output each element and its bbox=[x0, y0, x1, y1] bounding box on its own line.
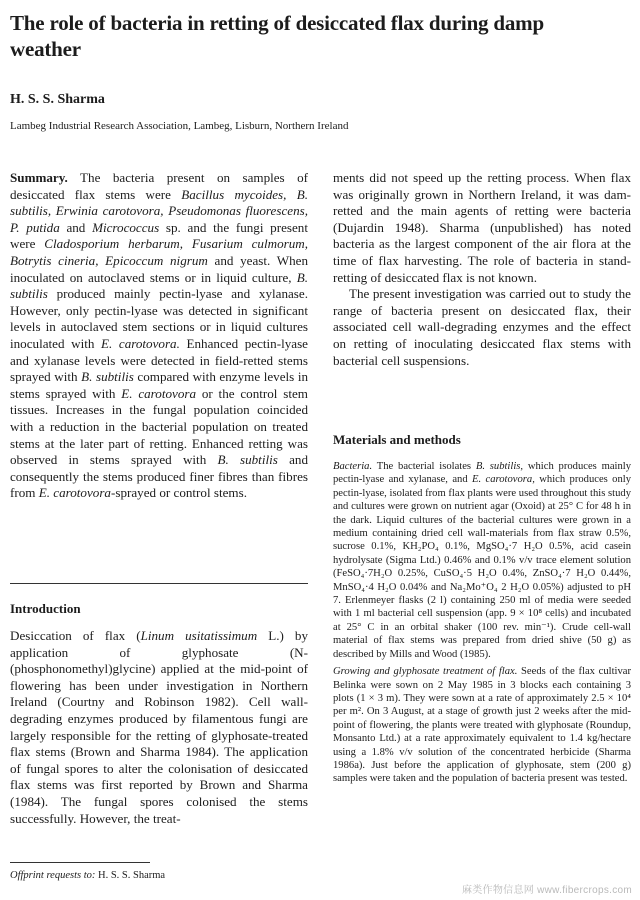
introduction-right-column bbox=[333, 170, 631, 369]
italic-run: E. carotovora bbox=[38, 485, 111, 501]
methods-growing-paragraph bbox=[333, 665, 631, 786]
methods-bacteria-paragraph bbox=[333, 460, 631, 661]
growing-lead: Growing and glyphosate treatment of flax. bbox=[333, 666, 518, 678]
italic-run: E. carotovora. bbox=[101, 335, 180, 351]
methods-heading: Materials and methods bbox=[333, 432, 461, 447]
summary-block bbox=[10, 170, 308, 502]
italic-run: B. subtilis bbox=[217, 452, 278, 468]
italic-run: Linum usitatissimum bbox=[140, 628, 258, 643]
italic-run: B. subtilis, bbox=[475, 461, 524, 472]
author-name: H. S. S. Sharma bbox=[10, 92, 105, 107]
introduction-left-column bbox=[10, 628, 308, 827]
bacteria-text: The bacterial isolates B. subtilis, which produces mainly pectin-lyase and xylanase, and E. carotovora, which produces only pectin-lyase, isolated from flax plants were used throughout this study and cultures were grown on nutrient agar (Oxoid) at 25° C for 48 h in the dark. Liquid cultures of the bacterial cultures were grown in a medium containing dried cell wall-materials from flax straw 0.5%, sucrose 0.1%, KH₂PO₄ 0.1%, MgSO₄·7 H₂O 0.5%, acid casein hydrolysate (Sigma Ltd.) 0.46% and 0.1% v/v trace element solution (FeSO₄·7H₂O 0.25%, CuSO₄·5 H₂O 0.4%, ZnSO₄·7 H₂O 0.44%, MnSO₄·4 H₂O 0.04% and Na₂Mo⁺O₄ 2 H₂O 0.05%) adjusted to pH 7. Erlenmeyer flasks (2 l) containing 250 ml of media were seeded with 1 ml bacterial cell suspension (app. 9 × 10⁸ cells) and incubated at 25° C in an orbital shaker (100 rev. min⁻¹). Crude cell-wall material of flax stems was prepared from dried shive (50 g) as described by Mills and Wood (1985). bbox=[333, 461, 631, 660]
methods-column bbox=[333, 460, 631, 786]
introduction-paragraph-2: The present investigation was carried out to study the range of bacteria present on desiccated flax, their associated cell wall-degrading enzymes and the effect on retting of inoculating desiccated flax stems with bacterial cell suspensions. bbox=[333, 286, 631, 368]
summary-label: Summary. bbox=[10, 170, 68, 185]
italic-run: E. carotovora bbox=[121, 385, 197, 401]
summary-paragraph bbox=[10, 170, 308, 502]
italic-run: Bacillus mycoides, B. subtilis, Erwinia carotovora, Pseudomonas fluorescens, P. putida bbox=[10, 186, 308, 235]
summary-text: The bacteria present on samples of desiccated flax stems were Bacillus mycoides, B. subtilis, Erwinia carotovora, Pseudomonas fluorescens, P. putida and Micrococcus sp. and the fungi present were Cladosporium herbarum, Fusarium culmorum, Botrytis cineria, Epicoccum nigrum and yeast. When inoculated on autoclaved stems or in liquid culture, B. subtilis produced mainly pectin-lyase and xylanase. However, only pectin-lyase was detected in significant levels in autoclaved stem sections or in liquid cultures inoculated with E. carotovora. Enhanced pectin-lyase and xylanase levels were detected in field-retted stems sprayed with B. subtilis compared with enzyme levels in stems sprayed with E. carotovora or the control stem tissues. Increases in the fungal population coincided with a reduction in the bacterial population on treated stems at the later part of retting. Enhanced retting was observed in stems sprayed with B. subtilis and consequently the stems produced finer fibres than fibres from E. carotovora-sprayed or control stems. bbox=[10, 170, 308, 501]
footnote-text: H. S. S. Sharma bbox=[95, 870, 166, 881]
footnote bbox=[10, 870, 165, 881]
bacteria-lead: Bacteria. bbox=[333, 461, 373, 472]
introduction-paragraph-part2: ments did not speed up the retting process. When flax was originally grown in Northern Ireland, it was dam-retted and the main agents of retting were bacteria (Dujardin 1948). Sharma (unpublished) has noted bacteria as the largest component of the air flora at the time of flax harvesting. The role of bacteria in stand-retting of desiccated flax is not known. bbox=[333, 170, 631, 285]
author-affiliation: Lambeg Industrial Research Association, Lambeg, Lisburn, Northern Ireland bbox=[10, 120, 349, 132]
italic-run: Cladosporium herbarum, Fusarium culmorum, Botrytis cineria, Epicoccum nigrum bbox=[10, 236, 308, 268]
italic-run: Micrococcus bbox=[92, 219, 160, 235]
watermark: 麻类作物信息网 www.fibercrops.com bbox=[461, 885, 632, 896]
introduction-heading: Introduction bbox=[10, 601, 81, 616]
italic-run: B. subtilis bbox=[81, 369, 134, 385]
introduction-paragraph-part1: Desiccation of flax (Linum usitatissimum L.) by application of glyphosate (N-(phosphonomethyl)glycine) applied at the mid-point of flowering has been under investigation in Northern Ireland (Courtny and Robinson 1982). Cell wall-degrading enzymes produced by filamentous fungi are largely responsible for the retting of glyphosate-treated flax stems (Brown and Sharma 1984). The application of fungal spores to alter the colonisation of desiccated flax stems was first reported by Brown and Sharma (1984). The fungal spores colonised the stems successfully. However, the treat- bbox=[10, 628, 308, 826]
italic-run: B. subtilis bbox=[10, 269, 308, 302]
summary-divider bbox=[10, 583, 308, 584]
footnote-label: Offprint requests to: bbox=[10, 870, 96, 881]
article-title: The role of bacteria in retting of desiccated flax during damp weather bbox=[10, 11, 544, 61]
footnote-divider bbox=[10, 862, 150, 863]
growing-text: Seeds of the flax cultivar Belinka were sown on 2 May 1985 in 3 blocks each containing 3 plots (1 × 3 m). They were sown at a rate of approximately 2.5 × 10⁴ per m². On 3 August, at a stage of growth just 2 weeks after the mid-point of flowering, the plants were treated with glyphosate (Roundup, Monsanto Ltd.) at a rate approximately equivalent to 1.4 kg/hectare using a 1.8% v/v solution of the concentrated herbicide (Sharma 1986a). Just before the application of glyphosate, stem (200 g) samples were taken and the population of bacteria present was tested. bbox=[333, 666, 631, 785]
italic-run: E. carotovora, bbox=[472, 474, 535, 486]
